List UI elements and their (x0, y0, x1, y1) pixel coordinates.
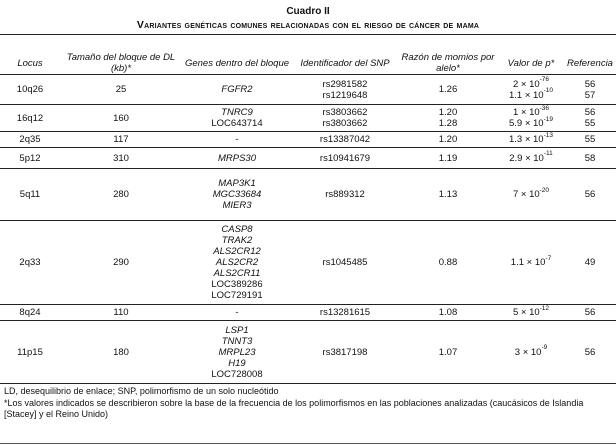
cell-odds-ratio (398, 105, 498, 132)
p-value-line (500, 131, 562, 145)
cell-locus: 8q24 (0, 305, 60, 321)
cell-line: ALS2CR11 (213, 268, 261, 279)
cell-line: rs13387042 (319, 134, 371, 145)
cell-genes (182, 221, 292, 305)
p-value-exponent: -10 (543, 87, 553, 95)
p-value-base: 1 × 10 (512, 107, 540, 118)
cell-block-size: 180 (60, 321, 182, 384)
cell-genes (182, 169, 292, 221)
cell-p-value (498, 321, 564, 384)
cell-line: FGFR2 (221, 84, 253, 95)
cell-line: CASP8 (221, 224, 253, 235)
table-title-text: Variantes genéticas comunes relacionadas con el riesgo de cáncer de mama (136, 19, 480, 31)
cell-line: LOC728008 (211, 368, 263, 380)
cell-line: LSP1 (225, 324, 249, 336)
table-row (0, 305, 616, 321)
cell-line: 57 (584, 89, 596, 101)
footnote-abbreviations: LD, desequilibrio de enlace; SNP, polimorfismo de un solo nucleótido (4, 386, 279, 396)
cell-line: 56 (584, 307, 596, 318)
cell-snp (292, 132, 398, 148)
cell-genes (182, 75, 292, 105)
cell-snp (292, 75, 398, 105)
col-header-locus: Locus (0, 52, 60, 75)
cell-block-size: 290 (60, 221, 182, 305)
p-value-base: 1.1 × 10 (508, 89, 544, 101)
cell-locus: 11p15 (0, 321, 60, 384)
cell-line: LOC729191 (211, 290, 263, 301)
p-value-base: 3 × 10 (514, 346, 542, 358)
cell-line: MGC33684 (212, 189, 262, 200)
cell-line: TNNT3 (221, 335, 253, 347)
cell-line: 58 (584, 152, 596, 164)
cell-line: 1.19 (438, 152, 458, 164)
p-value-line (500, 344, 562, 358)
p-value-base: 1.3 × 10 (508, 134, 544, 145)
p-value-exponent: -76 (539, 76, 550, 84)
col-header-p-value: Valor de p* (498, 52, 564, 75)
cell-block-size: 280 (60, 169, 182, 221)
cell-genes (182, 105, 292, 132)
table-caption: Cuadro II (286, 6, 330, 17)
cell-line: rs13281615 (319, 307, 371, 318)
cell-line: TNRC9 (221, 107, 253, 118)
p-value-base: 5.9 × 10 (508, 118, 544, 129)
bottom-divider (0, 443, 616, 444)
cell-line: 1.07 (438, 346, 458, 358)
cell-reference (564, 75, 616, 105)
cell-p-value (498, 221, 564, 305)
p-value-base: 2.9 × 10 (509, 152, 544, 164)
cell-line: 55 (584, 118, 596, 129)
cell-line: 1.20 (438, 134, 458, 145)
cell-line: 1.28 (438, 118, 458, 129)
p-value-line (500, 115, 562, 129)
p-value-base: 1.1 × 10 (510, 257, 546, 268)
cell-reference (564, 221, 616, 305)
cell-line: rs2981582 (322, 78, 368, 90)
p-value-exponent: -19 (543, 115, 553, 123)
p-value-line (500, 254, 562, 268)
cell-line: rs3817198 (322, 346, 368, 358)
cell-line: TRAK2 (221, 235, 253, 246)
col-header-genes: Genes dentro del bloque (182, 52, 292, 75)
col-header-reference: Referencia (564, 52, 616, 75)
cell-block-size: 160 (60, 105, 182, 132)
cell-genes (182, 305, 292, 321)
cell-line: rs3803662 (322, 107, 368, 118)
cell-odds-ratio (398, 221, 498, 305)
table-row (0, 169, 616, 221)
table-row (0, 75, 616, 105)
cell-p-value (498, 132, 564, 148)
cell-odds-ratio (398, 75, 498, 105)
cell-locus: 10q26 (0, 75, 60, 105)
table-row (0, 105, 616, 132)
table-row (0, 221, 616, 305)
cell-line: 56 (584, 107, 596, 118)
cell-line: ALS2CR12 (213, 246, 261, 257)
cell-line: rs3803662 (322, 118, 368, 129)
cell-line: 1.08 (438, 307, 458, 318)
p-value-exponent: -7 (545, 254, 552, 262)
cell-block-size: 310 (60, 148, 182, 169)
table-body (0, 75, 616, 384)
p-value-base: 7 × 10 (512, 189, 540, 200)
cell-genes (182, 321, 292, 384)
cell-p-value (498, 75, 564, 105)
p-value-exponent: -11 (543, 150, 553, 158)
cell-reference (564, 148, 616, 169)
p-value-base: 5 × 10 (512, 307, 540, 318)
cell-line: rs1219648 (322, 89, 368, 101)
p-value-exponent: -13 (543, 131, 553, 139)
cell-reference (564, 321, 616, 384)
cell-line: MRPL23 (218, 346, 256, 358)
cell-line: 1.26 (438, 84, 458, 95)
cell-line: 56 (584, 78, 596, 90)
cell-line: - (235, 134, 239, 145)
p-value-line (500, 304, 562, 318)
table-title (0, 18, 616, 32)
cell-reference (564, 305, 616, 321)
cell-genes (182, 148, 292, 169)
cell-line: 0.88 (438, 257, 458, 268)
cell-line: rs889312 (325, 189, 365, 200)
cell-odds-ratio (398, 321, 498, 384)
cell-odds-ratio (398, 132, 498, 148)
cell-odds-ratio (398, 148, 498, 169)
variants-table (0, 52, 616, 384)
footnote-values: *Los valores indicados se describieron sobre la base de la frecuencia de los polimorfismos en las poblaciones analizadas (caucásicos de Islandia [Stacey] y el Reino Unido) (4, 398, 584, 419)
cell-line: - (235, 307, 239, 318)
cell-block-size: 117 (60, 132, 182, 148)
cell-block-size: 110 (60, 305, 182, 321)
cell-line: MAP3K1 (218, 178, 256, 189)
cell-snp (292, 305, 398, 321)
cell-locus: 2q33 (0, 221, 60, 305)
col-header-snp: Identificador del SNP (292, 52, 398, 75)
cell-locus: 5q11 (0, 169, 60, 221)
table-row (0, 132, 616, 148)
cell-line: 56 (584, 346, 596, 358)
cell-reference (564, 105, 616, 132)
cell-snp (292, 148, 398, 169)
cell-odds-ratio (398, 305, 498, 321)
cell-p-value (498, 148, 564, 169)
cell-line: MRPS30 (217, 152, 256, 164)
p-value-line (500, 150, 562, 164)
cell-line: rs1045485 (322, 257, 368, 268)
header-row (0, 52, 616, 75)
cell-reference (564, 169, 616, 221)
cell-p-value (498, 105, 564, 132)
cell-line: 1.20 (438, 107, 458, 118)
cell-line: 56 (584, 189, 596, 200)
table-row (0, 148, 616, 169)
cell-snp (292, 105, 398, 132)
cell-line: H19 (228, 357, 246, 369)
cell-locus: 2q35 (0, 132, 60, 148)
p-value-exponent: -9 (541, 344, 548, 352)
cell-locus: 5p12 (0, 148, 60, 169)
cell-line: ALS2CR2 (215, 257, 259, 268)
p-value-exponent: -20 (539, 186, 550, 194)
cell-p-value (498, 305, 564, 321)
cell-block-size: 25 (60, 75, 182, 105)
cell-line: LOC389286 (211, 279, 263, 290)
p-value-exponent: -36 (539, 104, 550, 112)
p-value-exponent: -12 (539, 304, 550, 312)
cell-odds-ratio (398, 169, 498, 221)
cell-line: MIER3 (222, 200, 252, 211)
cell-line: 1.13 (438, 189, 458, 200)
cell-line: LOC643714 (211, 118, 263, 129)
top-divider (0, 34, 616, 35)
p-value-line (500, 87, 562, 101)
p-value-base: 2 × 10 (512, 78, 540, 90)
cell-locus: 16q12 (0, 105, 60, 132)
cell-reference (564, 132, 616, 148)
cell-p-value (498, 169, 564, 221)
cell-line: 49 (584, 257, 596, 268)
col-header-odds-ratio: Razón de momios por alelo* (398, 52, 498, 75)
p-value-line (500, 186, 562, 200)
cell-line: rs10941679 (319, 152, 371, 164)
col-header-block-size: Tamaño del bloque de DL (kb)* (60, 52, 182, 75)
cell-genes (182, 132, 292, 148)
cell-snp (292, 221, 398, 305)
cell-line: 55 (584, 134, 596, 145)
cell-snp (292, 321, 398, 384)
cell-snp (292, 169, 398, 221)
table-row (0, 321, 616, 384)
